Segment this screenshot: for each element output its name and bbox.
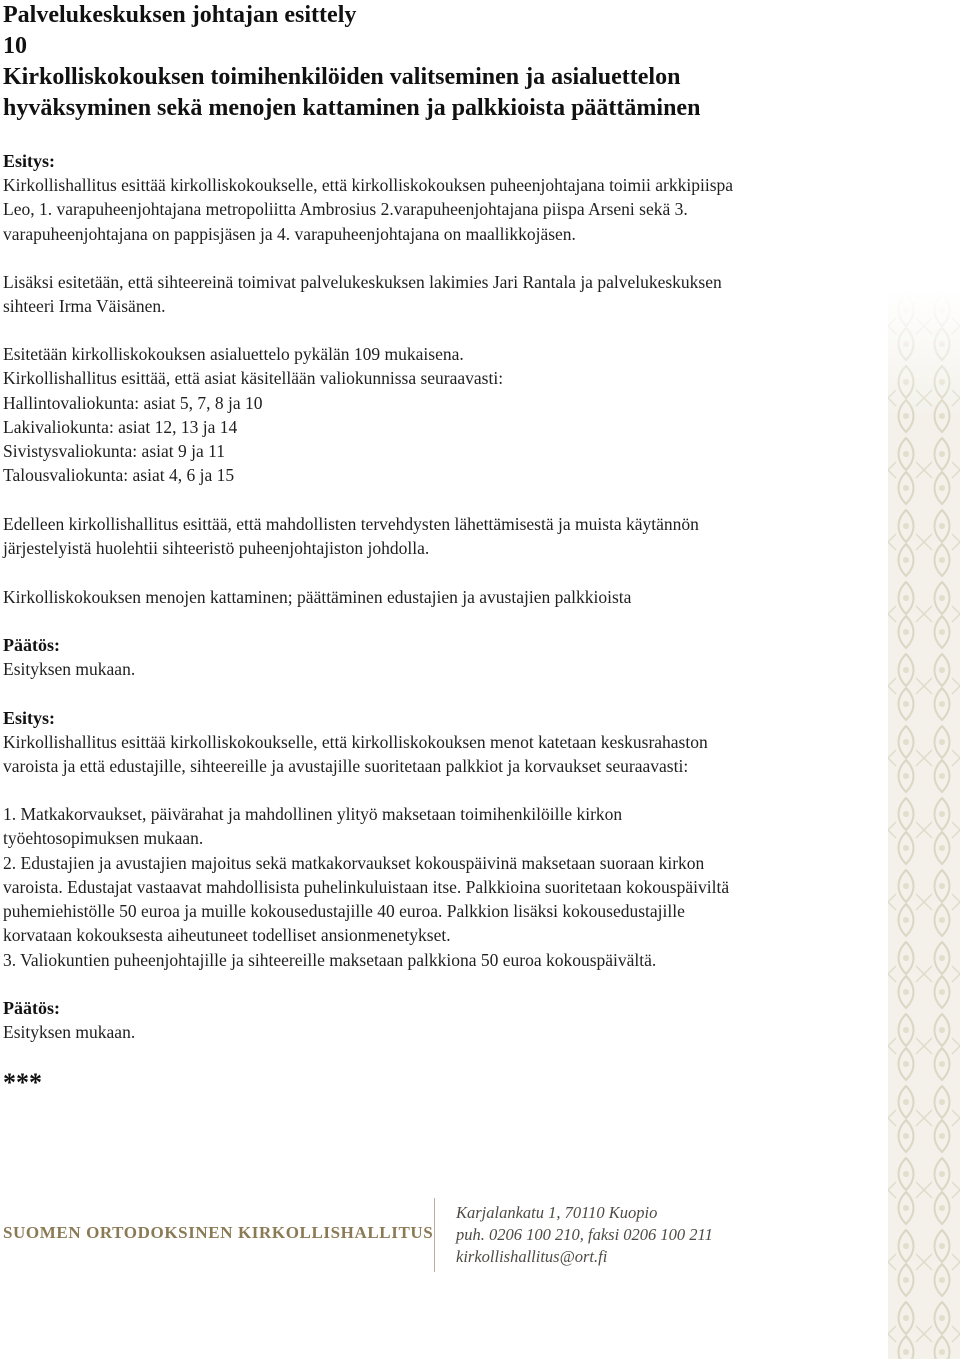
heading-block bbox=[3, 0, 700, 124]
paragraph-line: Edelleen kirkollishallitus esittää, että mahdollisten tervehdysten lähettämisestä ja muista käytännön bbox=[3, 514, 699, 534]
item-number: 10 bbox=[3, 33, 27, 59]
proposal-text-line: Leo, 1. varapuheenjohtajana metropoliitta Ambrosius 2.varapuheenjohtajana piispa Arseni sekä 3. bbox=[3, 199, 688, 220]
item-title-line2: hyväksyminen sekä menojen kattaminen ja palkkioista päättäminen bbox=[3, 95, 701, 121]
end-marker-stars: *** bbox=[3, 1068, 42, 1097]
list-item: 1. Matkakorvaukset, päivärahat ja mahdollinen ylityö maksetaan toimihenkilöille kirkon bbox=[3, 804, 623, 824]
list-item: työehtosopimuksen mukaan. bbox=[3, 828, 204, 849]
proposal-section-1 bbox=[3, 149, 733, 246]
list-item: 3. Valiokuntien puheenjohtajille ja sihteereille maksetaan palkkiona 50 euroa kokouspäivältä. bbox=[3, 949, 657, 970]
decision-text: Esityksen mukaan. bbox=[3, 659, 136, 679]
list-item: korvataan kokouksesta aiheutuneet todelliset ansionmenetykset. bbox=[3, 925, 451, 946]
address-text: Karjalankatu 1, 70110 Kuopio bbox=[456, 1203, 658, 1222]
decision-label: Päätös: bbox=[3, 635, 60, 655]
decision-label: Päätös: bbox=[3, 998, 60, 1018]
proposal-text-line: Kirkollishallitus esittää kirkolliskokoukselle, että kirkolliskokouksen puheenjohtajana toimii arkkipiispa bbox=[3, 175, 734, 195]
email-text: kirkollishallitus@ort.fi bbox=[456, 1247, 608, 1266]
committee-list-item: Lakivaliokunta: asiat 12, 13 ja 14 bbox=[3, 416, 238, 437]
decision-block-2 bbox=[3, 996, 135, 1044]
committee-list-item: Talousvaliokunta: asiat 4, 6 ja 15 bbox=[3, 465, 235, 486]
compensation-list bbox=[3, 802, 729, 972]
proposal-section-2 bbox=[3, 706, 708, 779]
proposal-label: Esitys: bbox=[3, 151, 56, 171]
committee-list-item: Hallintovaliokunta: asiat 5, 7, 8 ja 10 bbox=[3, 392, 263, 413]
proposal-text-line: varoista ja että edustajille, sihteereille ja avustajille suoritetaan palkkiot ja korvaukset seuraavasti: bbox=[3, 756, 689, 777]
list-item: puhemiehistölle 50 euroa ja muille kokousedustajille 40 euroa. Palkkion lisäksi kokousedustajille bbox=[3, 901, 685, 922]
expenses-heading bbox=[3, 585, 631, 609]
list-item: varoista. Edustajat vastaavat mahdollisista puhelinkuluistaan itse. Palkkioina suoritetaan kokouspäiviltä bbox=[3, 876, 730, 897]
item-title-line1: Kirkolliskokouksen toimihenkilöiden valitseminen ja asialuettelon bbox=[3, 64, 681, 90]
organization-name: SUOMEN ORTODOKSINEN KIRKOLLISHALLITUS bbox=[3, 1223, 434, 1242]
footer-divider bbox=[434, 1198, 435, 1272]
phone-text: puh. 0206 100 210, faksi 0206 100 211 bbox=[456, 1225, 713, 1244]
contact-info bbox=[456, 1202, 713, 1268]
decision-block-1 bbox=[3, 633, 135, 681]
letterhead-footer bbox=[0, 1190, 880, 1280]
committee-list-item: Sivistysvaliokunta: asiat 9 ja 11 bbox=[3, 441, 225, 462]
paragraph-line: Esitetään kirkolliskokouksen asialuettelo pykälän 109 mukaisena. bbox=[3, 344, 464, 364]
greetings-paragraph bbox=[3, 512, 699, 561]
section-heading: Kirkolliskokouksen menojen kattaminen; päättäminen edustajien ja avustajien palkkioista bbox=[3, 587, 632, 607]
paragraph-line: Kirkollishallitus esittää, että asiat käsitellään valiokunnissa seuraavasti: bbox=[3, 368, 504, 389]
paragraph-line: Lisäksi esitetään, että sihteereinä toimivat palvelukeskuksen lakimies Jari Rantala ja palvelukeskuksen bbox=[3, 272, 722, 292]
list-item: 2. Edustajien ja avustajien majoitus sekä matkakorvaukset kokouspäivinä maksetaan suoraan kirkon bbox=[3, 852, 705, 873]
paragraph-line: sihteeri Irma Väisänen. bbox=[3, 296, 166, 317]
ornament-pattern-decoration bbox=[888, 290, 960, 1359]
agenda-paragraph bbox=[3, 342, 503, 488]
proposal-label: Esitys: bbox=[3, 708, 56, 728]
page-title: Palvelukeskuksen johtajan esittely bbox=[3, 2, 357, 28]
proposal-text-line: varapuheenjohtajana on pappisjäsen ja 4. varapuheenjohtajana on maallikkojäsen. bbox=[3, 223, 576, 244]
paragraph-line: järjestelyistä huolehtii sihteeristö puheenjohtajiston johdolla. bbox=[3, 538, 430, 559]
secretaries-paragraph bbox=[3, 270, 722, 319]
decision-text: Esityksen mukaan. bbox=[3, 1022, 136, 1042]
proposal-text-line: Kirkollishallitus esittää kirkolliskokoukselle, että kirkolliskokouksen menot katetaan keskusrahaston bbox=[3, 732, 708, 752]
